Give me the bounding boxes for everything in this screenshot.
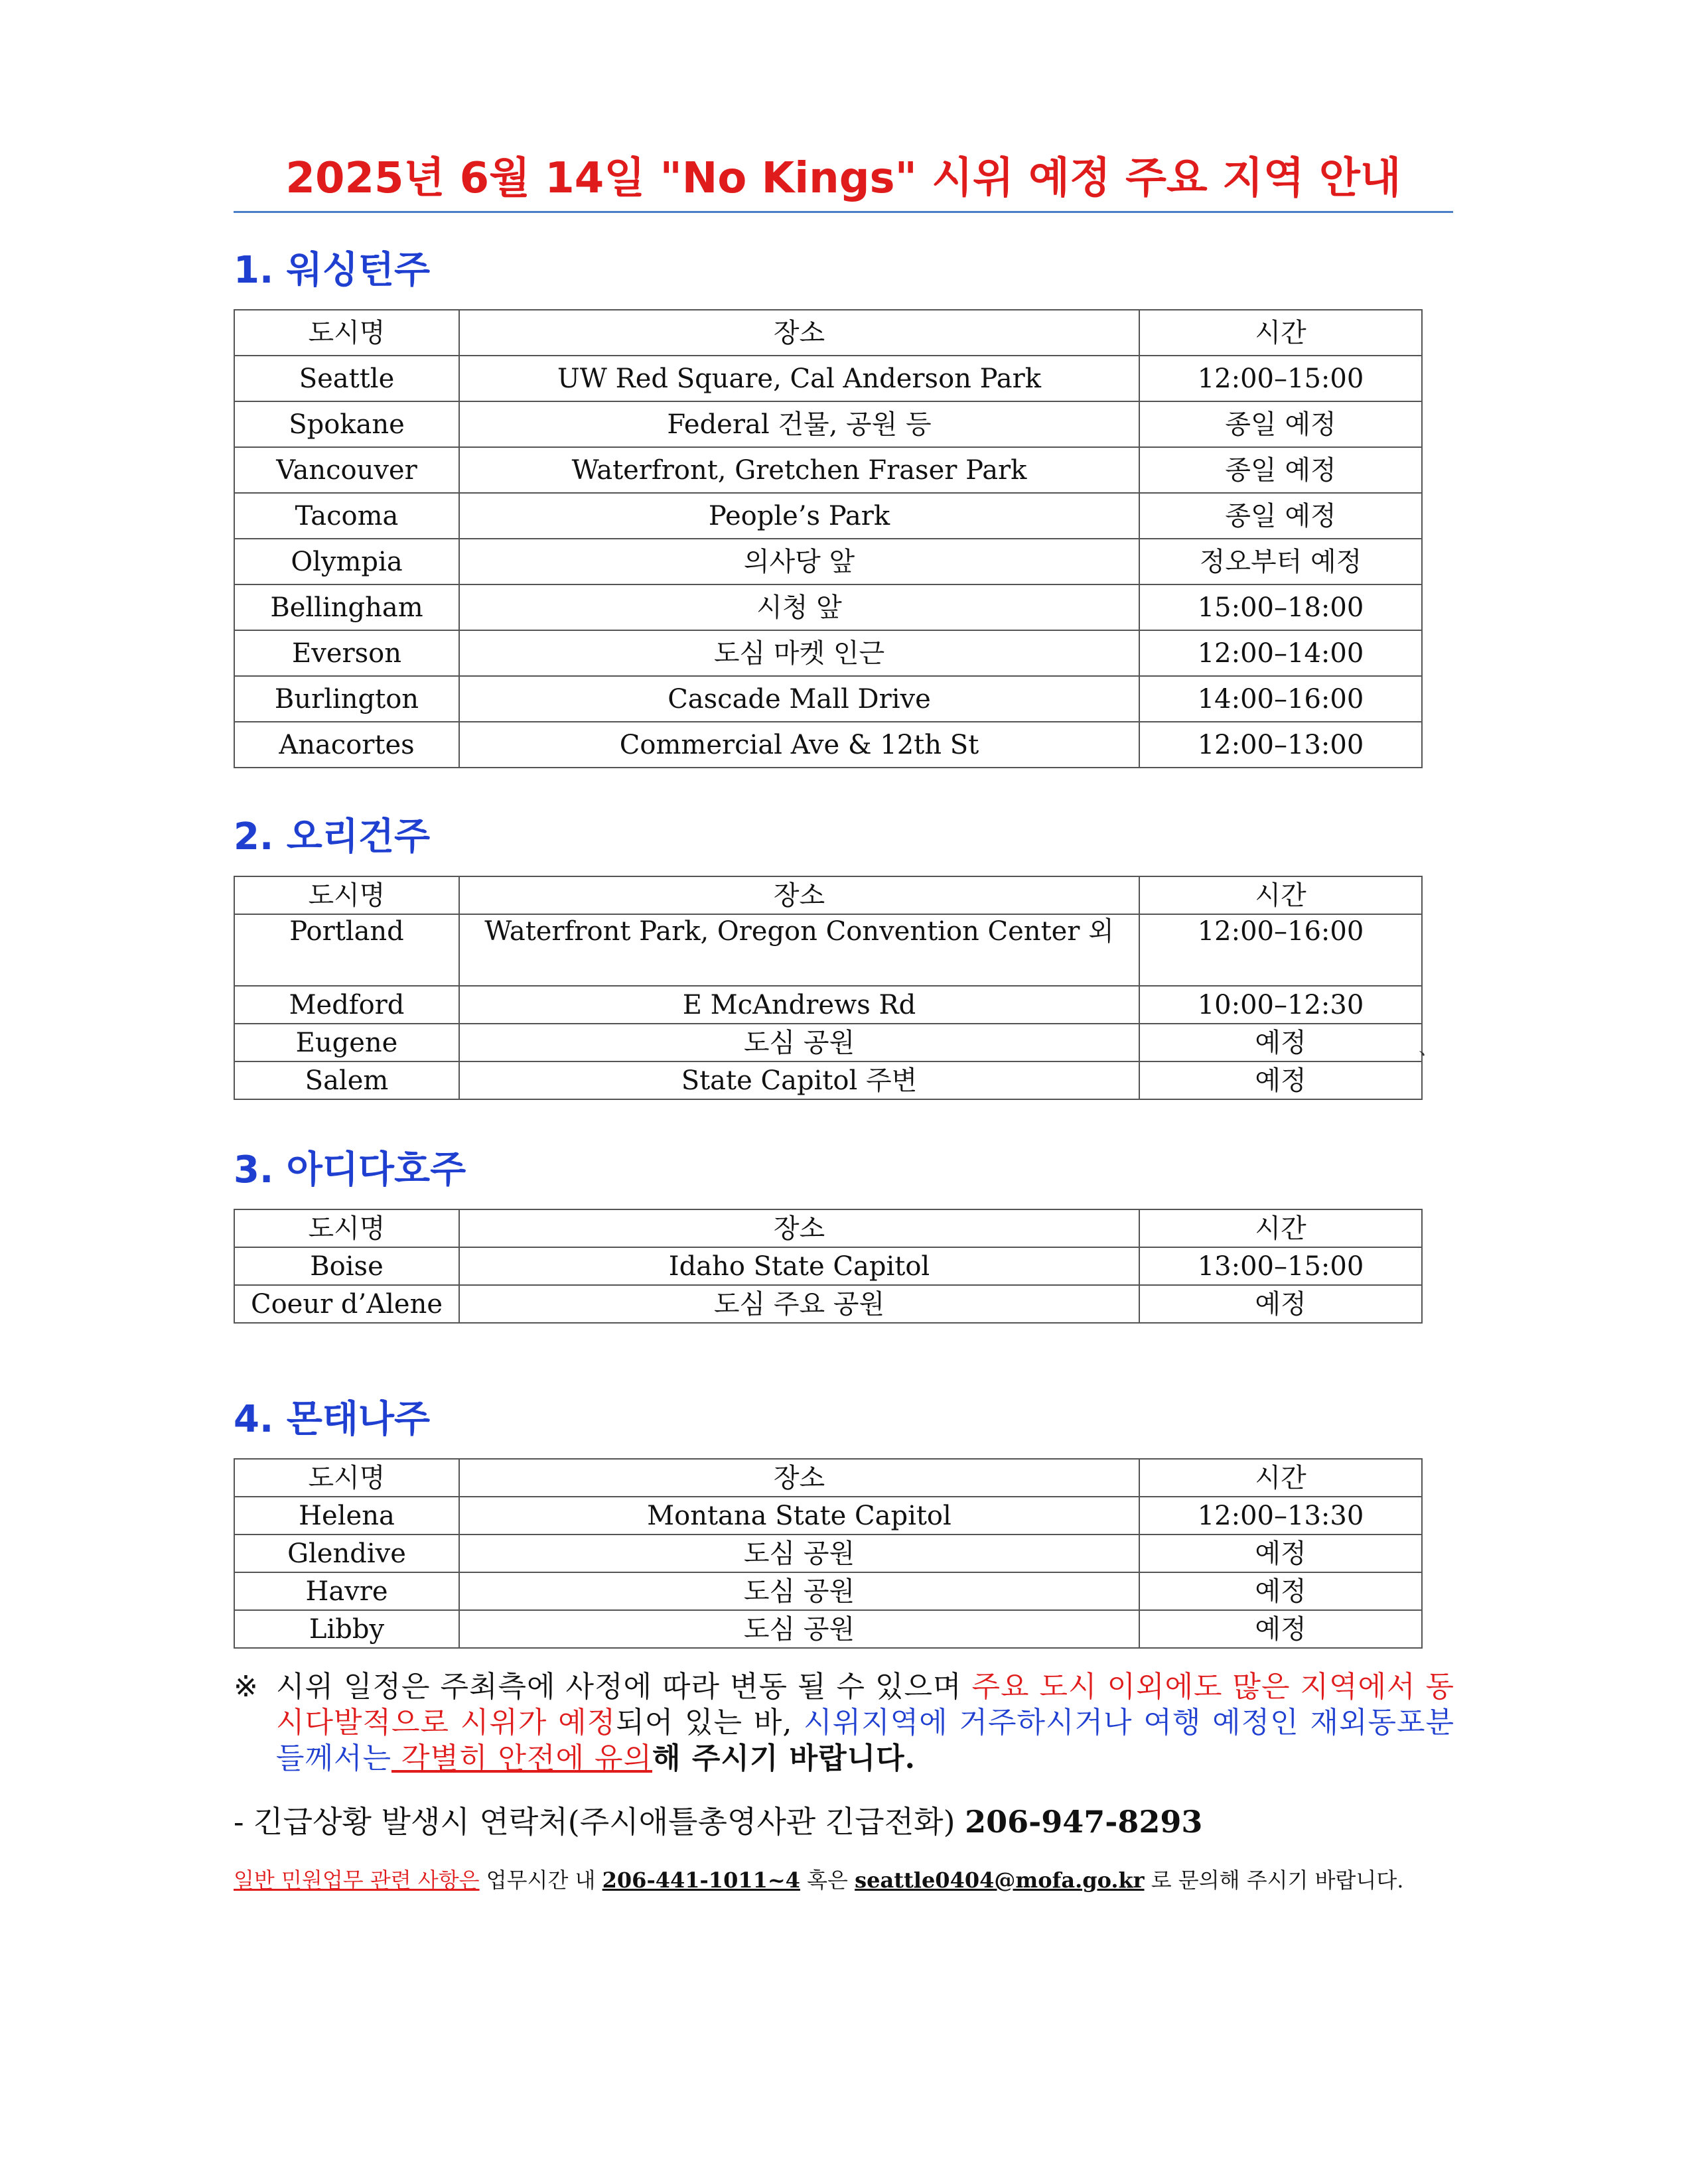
cell-place: E McAndrews Rd [459, 986, 1139, 1024]
cell-time: 정오부터 예정 [1139, 539, 1422, 584]
cell-place: 도심 마켓 인근 [459, 630, 1139, 676]
table-row [234, 401, 1422, 447]
section-heading-idaho: 3. 아디다호주 [234, 1148, 466, 1192]
table-row [234, 493, 1422, 539]
general-contact-line [234, 1866, 1454, 1895]
cell-time: 예정 [1139, 1061, 1422, 1099]
cell-place: Federal 건물, 공원 등 [459, 401, 1139, 447]
cell-place: Commercial Ave & 12th St [459, 722, 1139, 768]
cell-city: Havre [234, 1572, 459, 1610]
table-header-row [234, 1459, 1422, 1497]
stray-mark: 、 [1419, 1036, 1439, 1059]
cell-city: Spokane [234, 401, 459, 447]
cell-place: 도심 공원 [459, 1572, 1139, 1610]
cell-time: 예정 [1139, 1024, 1422, 1061]
cell-place: 도심 공원 [459, 1535, 1139, 1572]
cell-city: Bellingham [234, 584, 459, 630]
notice-text: 시위 일정은 주최측에 사정에 따라 변동 될 수 있으며 [276, 1670, 972, 1704]
cell-city: Seattle [234, 356, 459, 401]
table-row [234, 1572, 1422, 1610]
cell-city: Portland [234, 914, 459, 986]
notice-paragraph [234, 1669, 1454, 1777]
cell-time: 예정 [1139, 1285, 1422, 1323]
cell-time: 종일 예정 [1139, 401, 1422, 447]
contact-email-link[interactable]: seattle0404@mofa.go.kr [855, 1868, 1145, 1893]
cell-city: Olympia [234, 539, 459, 584]
document-title: 2025년 6월 14일 "No Kings" 시위 예정 주요 지역 안내 [285, 154, 1401, 203]
cell-place: Cascade Mall Drive [459, 676, 1139, 722]
header-time: 시간 [1139, 1459, 1422, 1497]
idaho-table [234, 1209, 1423, 1324]
cell-place: Idaho State Capitol [459, 1247, 1139, 1285]
contact-text: 로 문의해 주시기 바랍니다. [1151, 1868, 1404, 1893]
cell-place: People’s Park [459, 493, 1139, 539]
cell-time: 예정 [1139, 1572, 1422, 1610]
cell-city: Glendive [234, 1535, 459, 1572]
header-city: 도시명 [234, 1209, 459, 1247]
cell-time: 12:00–14:00 [1139, 630, 1422, 676]
cell-time: 예정 [1139, 1535, 1422, 1572]
table-row [234, 914, 1422, 986]
table-header-row [234, 1209, 1422, 1247]
table-row [234, 584, 1422, 630]
cell-city: Helena [234, 1497, 459, 1535]
table-row [234, 1610, 1422, 1648]
washington-table [234, 309, 1423, 768]
cell-place: 도심 공원 [459, 1610, 1139, 1648]
montana-table [234, 1458, 1423, 1649]
cell-place: 도심 주요 공원 [459, 1285, 1139, 1323]
table-row [234, 722, 1422, 768]
cell-place: UW Red Square, Cal Anderson Park [459, 356, 1139, 401]
table-row [234, 986, 1422, 1024]
cell-time: 예정 [1139, 1610, 1422, 1648]
cell-city: Libby [234, 1610, 459, 1648]
table-row [234, 539, 1422, 584]
header-time: 시간 [1139, 876, 1422, 914]
header-time: 시간 [1139, 310, 1422, 356]
table-row [234, 447, 1422, 493]
cell-city: Eugene [234, 1024, 459, 1061]
notice-text: 되어 있는 바, [616, 1706, 804, 1740]
header-place: 장소 [459, 310, 1139, 356]
emergency-contact-line [234, 1802, 1454, 1842]
contact-label: 일반 민원업무 관련 사항은 [234, 1868, 480, 1893]
cell-place: Montana State Capitol [459, 1497, 1139, 1535]
cell-city: Anacortes [234, 722, 459, 768]
emergency-phone: 206-947-8293 [965, 1804, 1203, 1840]
cell-city: Tacoma [234, 493, 459, 539]
header-place: 장소 [459, 1209, 1139, 1247]
table-row [234, 1061, 1422, 1099]
cell-time: 13:00–15:00 [1139, 1247, 1422, 1285]
cell-time: 10:00–12:30 [1139, 986, 1422, 1024]
cell-time: 12:00–13:00 [1139, 722, 1422, 768]
section-heading-washington: 1. 워싱턴주 [234, 249, 431, 292]
notice-red-text: 주요 도시 이외에도 많은 지역에서 동시다발적으로 시위가 예정 [276, 1670, 1454, 1740]
table-row [234, 630, 1422, 676]
table-row [234, 356, 1422, 401]
header-city: 도시명 [234, 310, 459, 356]
cell-time: 12:00–16:00 [1139, 914, 1422, 986]
cell-place: 시청 앞 [459, 584, 1139, 630]
table-row [234, 1024, 1422, 1061]
cell-place: State Capitol 주변 [459, 1061, 1139, 1099]
reference-mark: ※ [234, 1670, 259, 1704]
cell-time: 14:00–16:00 [1139, 676, 1422, 722]
title-underline [234, 211, 1453, 213]
table-row [234, 1285, 1422, 1323]
header-city: 도시명 [234, 1459, 459, 1497]
section-heading-montana: 4. 몬태나주 [234, 1398, 431, 1441]
cell-time: 12:00–13:30 [1139, 1497, 1422, 1535]
notice-text: 해 주시기 바랍니다. [652, 1741, 916, 1775]
table-row [234, 1535, 1422, 1572]
cell-city: Boise [234, 1247, 459, 1285]
header-place: 장소 [459, 876, 1139, 914]
contact-text: 혹은 [807, 1868, 848, 1893]
section-heading-oregon: 2. 오리건주 [234, 815, 431, 858]
table-header-row [234, 310, 1422, 356]
notice-underlined-text: 각별히 안전에 유의 [391, 1741, 653, 1775]
cell-city: Everson [234, 630, 459, 676]
cell-city: Burlington [234, 676, 459, 722]
cell-city: Salem [234, 1061, 459, 1099]
cell-city: Coeur d’Alene [234, 1285, 459, 1323]
cell-place: Waterfront Park, Oregon Convention Center 외 [459, 914, 1139, 986]
emergency-label: - 긴급상황 발생시 연락처(주시애틀총영사관 긴급전화) [234, 1804, 955, 1840]
cell-time: 종일 예정 [1139, 447, 1422, 493]
contact-text: 업무시간 내 [486, 1868, 596, 1893]
cell-city: Medford [234, 986, 459, 1024]
notice-blue-text: 시위지역에 거주하시거나 여행 예정인 재외동포분들께서는 [276, 1706, 1455, 1775]
table-row [234, 1497, 1422, 1535]
cell-place: 의사당 앞 [459, 539, 1139, 584]
header-time: 시간 [1139, 1209, 1422, 1247]
header-place: 장소 [459, 1459, 1139, 1497]
cell-place: Waterfront, Gretchen Fraser Park [459, 447, 1139, 493]
header-city: 도시명 [234, 876, 459, 914]
table-header-row [234, 876, 1422, 914]
cell-time: 12:00–15:00 [1139, 356, 1422, 401]
cell-place: 도심 공원 [459, 1024, 1139, 1061]
cell-time: 15:00–18:00 [1139, 584, 1422, 630]
table-row [234, 1247, 1422, 1285]
table-row [234, 676, 1422, 722]
cell-city: Vancouver [234, 447, 459, 493]
cell-time: 종일 예정 [1139, 493, 1422, 539]
oregon-table [234, 876, 1423, 1100]
contact-phone: 206-441-1011~4 [602, 1868, 800, 1893]
